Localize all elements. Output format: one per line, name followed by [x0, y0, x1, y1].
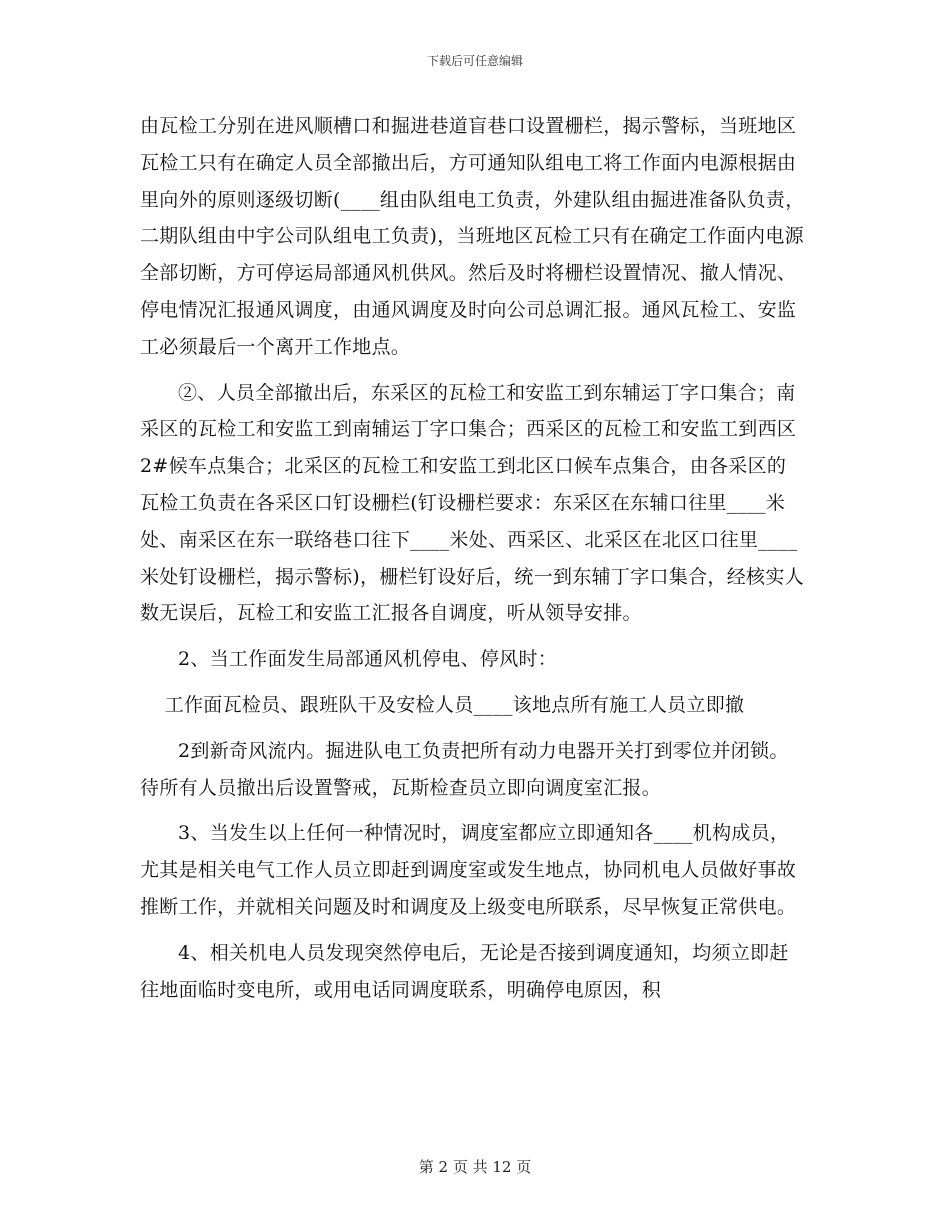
- paragraph-4: 工作面瓦检员、跟班队干及安检人员____该地点所有施工人员立即撤: [164, 693, 745, 716]
- paragraph-1: 由瓦检工分别在进风顺槽口和掘进巷道盲巷口设置栅栏，揭示警标，当班地区瓦检工只有在确定人员全部撤出后，方可通知队组电工将工作面内电源根据由里向外的原则逐级切断(____组由队组电工负责，外建队组由掘进准备队负责，二期队组由中宇公司队组电工负责)，当班地区瓦检工只有在确定工作面内电源全部切断，方可停运局部通风机供风。然后及时将栅栏设置情况、撤人情况、停电情况汇报通风调度，由通风调度及时向公司总调汇报。通风瓦检工、安监工必须最后一个离开工作地点。: [140, 115, 805, 358]
- paragraph-2: ②、人员全部撤出后，东采区的瓦检工和安监工到东辅运丁字口集合；南采区的瓦检工和安监工到南辅运丁字口集合；西采区的瓦检工和安监工到西区2#候车点集合；北采区的瓦检工和安监工到北区口候车点集合，由各采区的瓦检工负责在各采区口钉设栅栏(钉设栅栏要求：东采区在东辅口往里____米处、南采区在东一联络巷口往下____米处、西采区、北采区在北区口往里____米处钉设栅栏，揭示警标)，栅栏钉设好后，统一到东辅丁字口集合，经核实人数无误后，瓦检工和安监工汇报各自调度，听从领导安排。: [140, 381, 804, 625]
- paragraph-7: 4、相关机电人员发现突然停电后，无论是否接到调度通知，均须立即赶往地面临时变电所，或用电话同调度联系，明确停电原因，积: [140, 941, 789, 1001]
- paragraph-5: 2到新奇风流内。掘进队电工负责把所有动力电器开关打到零位并闭锁。待所有人员撤出后设置警戒，瓦斯检查员立即向调度室汇报。: [140, 739, 789, 799]
- document-body: [140, 108, 805, 1017]
- paragraph-3: 2、当工作面发生局部通风机停电、停风时：: [178, 648, 558, 671]
- page-footer: 第 2 页 共 12 页: [418, 1158, 532, 1176]
- paragraph-6: 3、当发生以上任何一种情况时，调度室都应立即通知各____机构成员，尤其是相关电气工作人员立即赶到调度室或发生地点，协同机电人员做好事故推断工作，并就相关问题及时和调度及上级变电所联系，尽早恢复正常供电。: [140, 822, 797, 918]
- page-header: 下载后可任意编辑: [426, 54, 523, 68]
